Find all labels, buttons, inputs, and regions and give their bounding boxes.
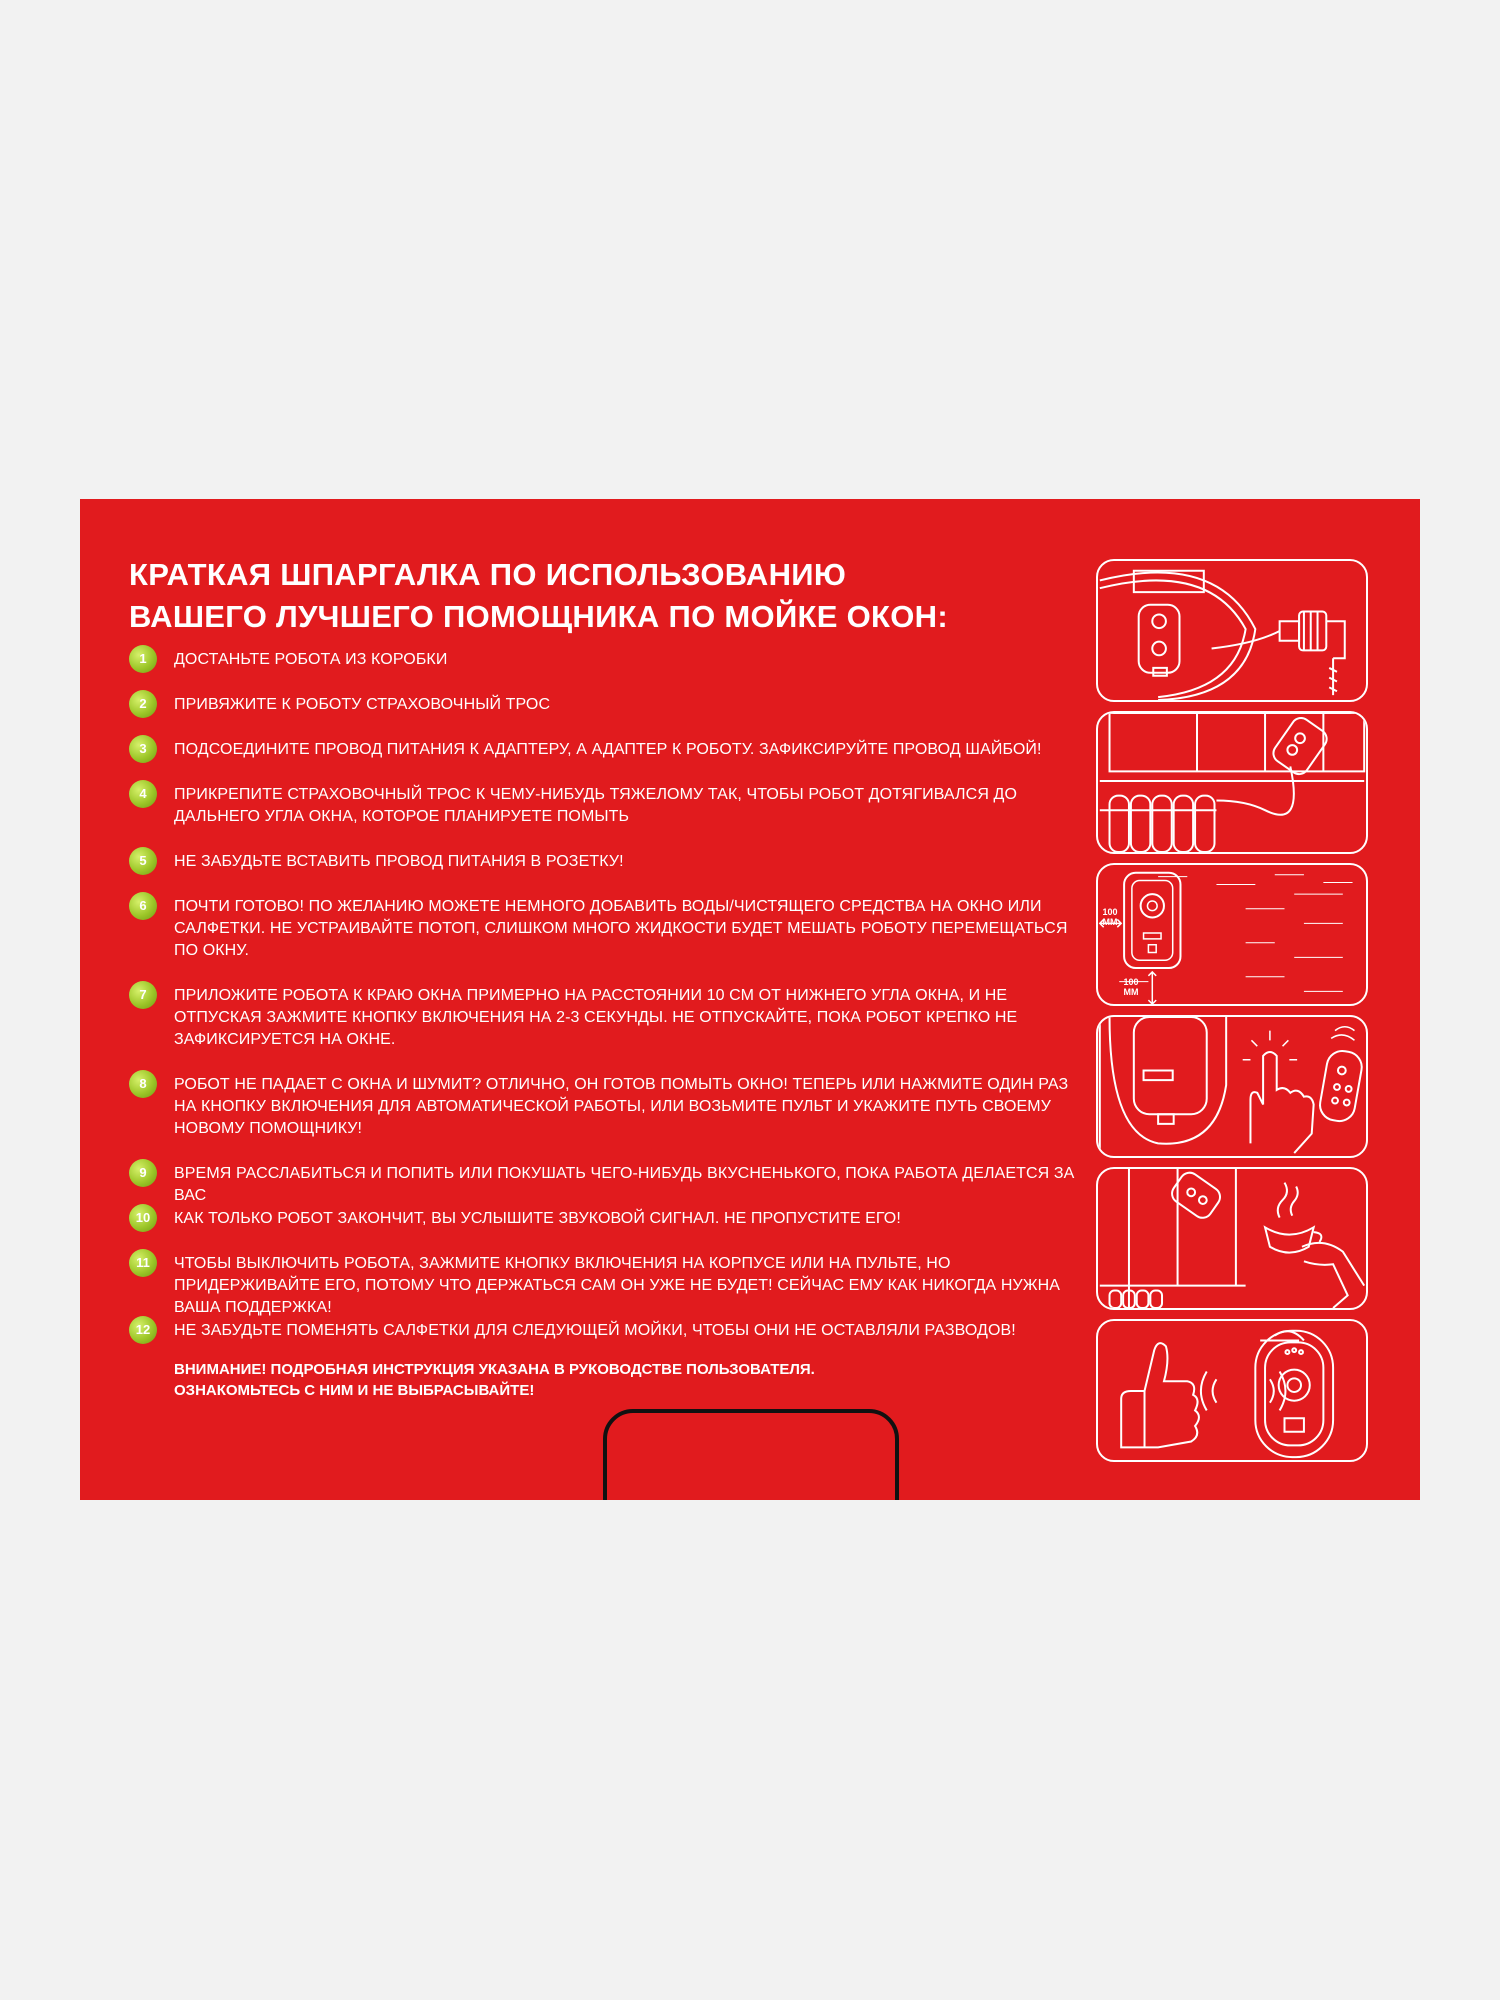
step-text: ПРИКРЕПИТЕ СТРАХОВОЧНЫЙ ТРОС К ЧЕМУ-НИБУДЬ ТЯЖЕЛОМУ ТАК, ЧТОБЫ РОБОТ ДОТЯГИВАЛСЯ ДО ДАЛЬНЕГО УГЛА ОКНА, КОТОРОЕ ПЛАНИРУЕТЕ ПОМЫТЬ (174, 786, 1017, 825)
robot-window-rope-icon (1098, 713, 1366, 852)
hand-press-remote-icon (1098, 1017, 1366, 1156)
step-text: НЕ ЗАБУДЬТЕ ВСТАВИТЬ ПРОВОД ПИТАНИЯ В РОЗЕТКУ! (174, 853, 624, 870)
step-item (129, 1163, 1079, 1207)
step-text: ПОЧТИ ГОТОВО! ПО ЖЕЛАНИЮ МОЖЕТЕ НЕМНОГО ДОБАВИТЬ ВОДЫ/ЧИСТЯЩЕГО СРЕДСТВА НА ОКНО ИЛИ САЛФЕТКИ. НЕ УСТРАИВАЙТЕ ПОТОП, СЛИШКОМ МНОГО ЖИДКОСТИ БУДЕТ МЕШАТЬ РОБОТУ ПЕРЕМЕЩАТЬСЯ ПО ОКНУ. (174, 898, 1068, 959)
step-number-badge: 7 (129, 981, 157, 1009)
step-text: ЧТОБЫ ВЫКЛЮЧИТЬ РОБОТА, ЗАЖМИТЕ КНОПКУ ВКЛЮЧЕНИЯ НА КОРПУСЕ ИЛИ НА ПУЛЬТЕ, НО ПРИДЕРЖИВАЙТЕ ЕГО, ПОТОМУ ЧТО ДЕРЖАТЬСЯ САМ ОН УЖЕ НЕ БУДЕТ! СЕЙЧАС ЕМУ КАК НИКОГДА НУЖНА ВАША ПОДДЕРЖКА! (174, 1255, 1061, 1316)
step-text: КАК ТОЛЬКО РОБОТ ЗАКОНЧИТ, ВЫ УСЛЫШИТЕ ЗВУКОВОЙ СИГНАЛ. НЕ ПРОПУСТИТЕ ЕГО! (174, 1210, 901, 1227)
step-number-badge: 5 (129, 847, 157, 875)
step-item (129, 1253, 1079, 1319)
step-number-badge: 9 (129, 1159, 157, 1187)
step-item (129, 784, 1079, 828)
side-distance-label: 100 ММ (1102, 907, 1118, 927)
step-item (129, 851, 1079, 875)
step-number-badge: 6 (129, 892, 157, 920)
step-number-badge: 12 (129, 1316, 157, 1344)
coffee-relax-icon (1098, 1169, 1366, 1308)
illustration-thumbs-up (1096, 1319, 1368, 1462)
step-item (129, 694, 1079, 718)
step-number-badge: 11 (129, 1249, 157, 1277)
illustration-press-remote (1096, 1015, 1368, 1158)
step-number-badge: 4 (129, 780, 157, 808)
warning-line-1: ВНИМАНИЕ! ПОДРОБНАЯ ИНСТРУКЦИЯ УКАЗАНА В РУКОВОДСТВЕ ПОЛЬЗОВАТЕЛЯ. (174, 1361, 815, 1378)
step-item (129, 649, 1079, 673)
title-line-1: КРАТКАЯ ШПАРГАЛКА ПО ИСПОЛЬЗОВАНИЮ (129, 557, 847, 592)
step-number-badge: 10 (129, 1204, 157, 1232)
step-text: ПРИЛОЖИТЕ РОБОТА К КРАЮ ОКНА ПРИМЕРНО НА РАССТОЯНИИ 10 СМ ОТ НИЖНЕГО УГЛА ОКНА, И НЕ ОТПУСКАЯ ЗАЖМИТЕ КНОПКУ ВКЛЮЧЕНИЯ НА 2-3 СЕКУНДЫ. НЕ ОТПУСКАЙТЕ, ПОКА РОБОТ КРЕПКО НЕ ЗАФИКСИРУЕТСЯ НА ОКНЕ. (174, 987, 1018, 1048)
handle-cutout (603, 1409, 899, 1500)
step-text: РОБОТ НЕ ПАДАЕТ С ОКНА И ШУМИТ? ОТЛИЧНО, ОН ГОТОВ ПОМЫТЬ ОКНО! ТЕПЕРЬ ИЛИ НАЖМИТЕ ОДИН РАЗ НА КНОПКУ ВКЛЮЧЕНИЯ ДЛЯ АВТОМАТИЧЕСКОЙ РАБОТЫ, ИЛИ ВОЗЬМИТЕ ПУЛЬТ И УКАЖИТЕ ПУТЬ СВОЕМУ НОВОМУ ПОМОЩНИКУ! (174, 1076, 1069, 1137)
step-number-badge: 3 (129, 735, 157, 763)
title-line-2: ВАШЕГО ЛУЧШЕГО ПОМОЩНИКА ПО МОЙКЕ ОКОН: (129, 599, 948, 634)
step-number-badge: 8 (129, 1070, 157, 1098)
step-item (129, 896, 1079, 962)
step-item (129, 739, 1079, 763)
illustration-window-rope (1096, 711, 1368, 854)
step-item (129, 1074, 1079, 1140)
step-text: ВРЕМЯ РАССЛАБИТЬСЯ И ПОПИТЬ ИЛИ ПОКУШАТЬ ЧЕГО-НИБУДЬ ВКУСНЕНЬКОГО, ПОКА РАБОТА ДЕЛАЕТСЯ ЗА ВАС (174, 1165, 1075, 1204)
robot-adapter-icon (1098, 561, 1366, 700)
warning-line-2: ОЗНАКОМЬТЕСЬ С НИМ И НЕ ВЫБРАСЫВАЙТЕ! (174, 1382, 535, 1399)
step-text: ПРИВЯЖИТЕ К РОБОТУ СТРАХОВОЧНЫЙ ТРОС (174, 696, 551, 713)
step-text: ПОДСОЕДИНИТЕ ПРОВОД ПИТАНИЯ К АДАПТЕРУ, А АДАПТЕР К РОБОТУ. ЗАФИКСИРУЙТЕ ПРОВОД ШАЙБОЙ! (174, 741, 1042, 758)
warning-note (174, 1359, 994, 1401)
step-text: ДОСТАНЬТЕ РОБОТА ИЗ КОРОБКИ (174, 651, 448, 668)
illustration-robot-distance (1096, 863, 1368, 1006)
illustration-robot-adapter (1096, 559, 1368, 702)
instruction-card (80, 499, 1420, 1500)
card-title (129, 554, 1029, 638)
step-number-badge: 2 (129, 690, 157, 718)
bottom-distance-label: 100 ММ (1123, 977, 1139, 997)
step-number-badge: 1 (129, 645, 157, 673)
thumbs-up-sound-icon (1098, 1321, 1366, 1460)
step-item (129, 985, 1079, 1051)
step-text: НЕ ЗАБУДЬТЕ ПОМЕНЯТЬ САЛФЕТКИ ДЛЯ СЛЕДУЮЩЕЙ МОЙКИ, ЧТОБЫ ОНИ НЕ ОСТАВЛЯЛИ РАЗВОДОВ! (174, 1322, 1016, 1339)
illustration-coffee-relax (1096, 1167, 1368, 1310)
step-item (129, 1320, 1079, 1344)
step-item (129, 1208, 1079, 1232)
